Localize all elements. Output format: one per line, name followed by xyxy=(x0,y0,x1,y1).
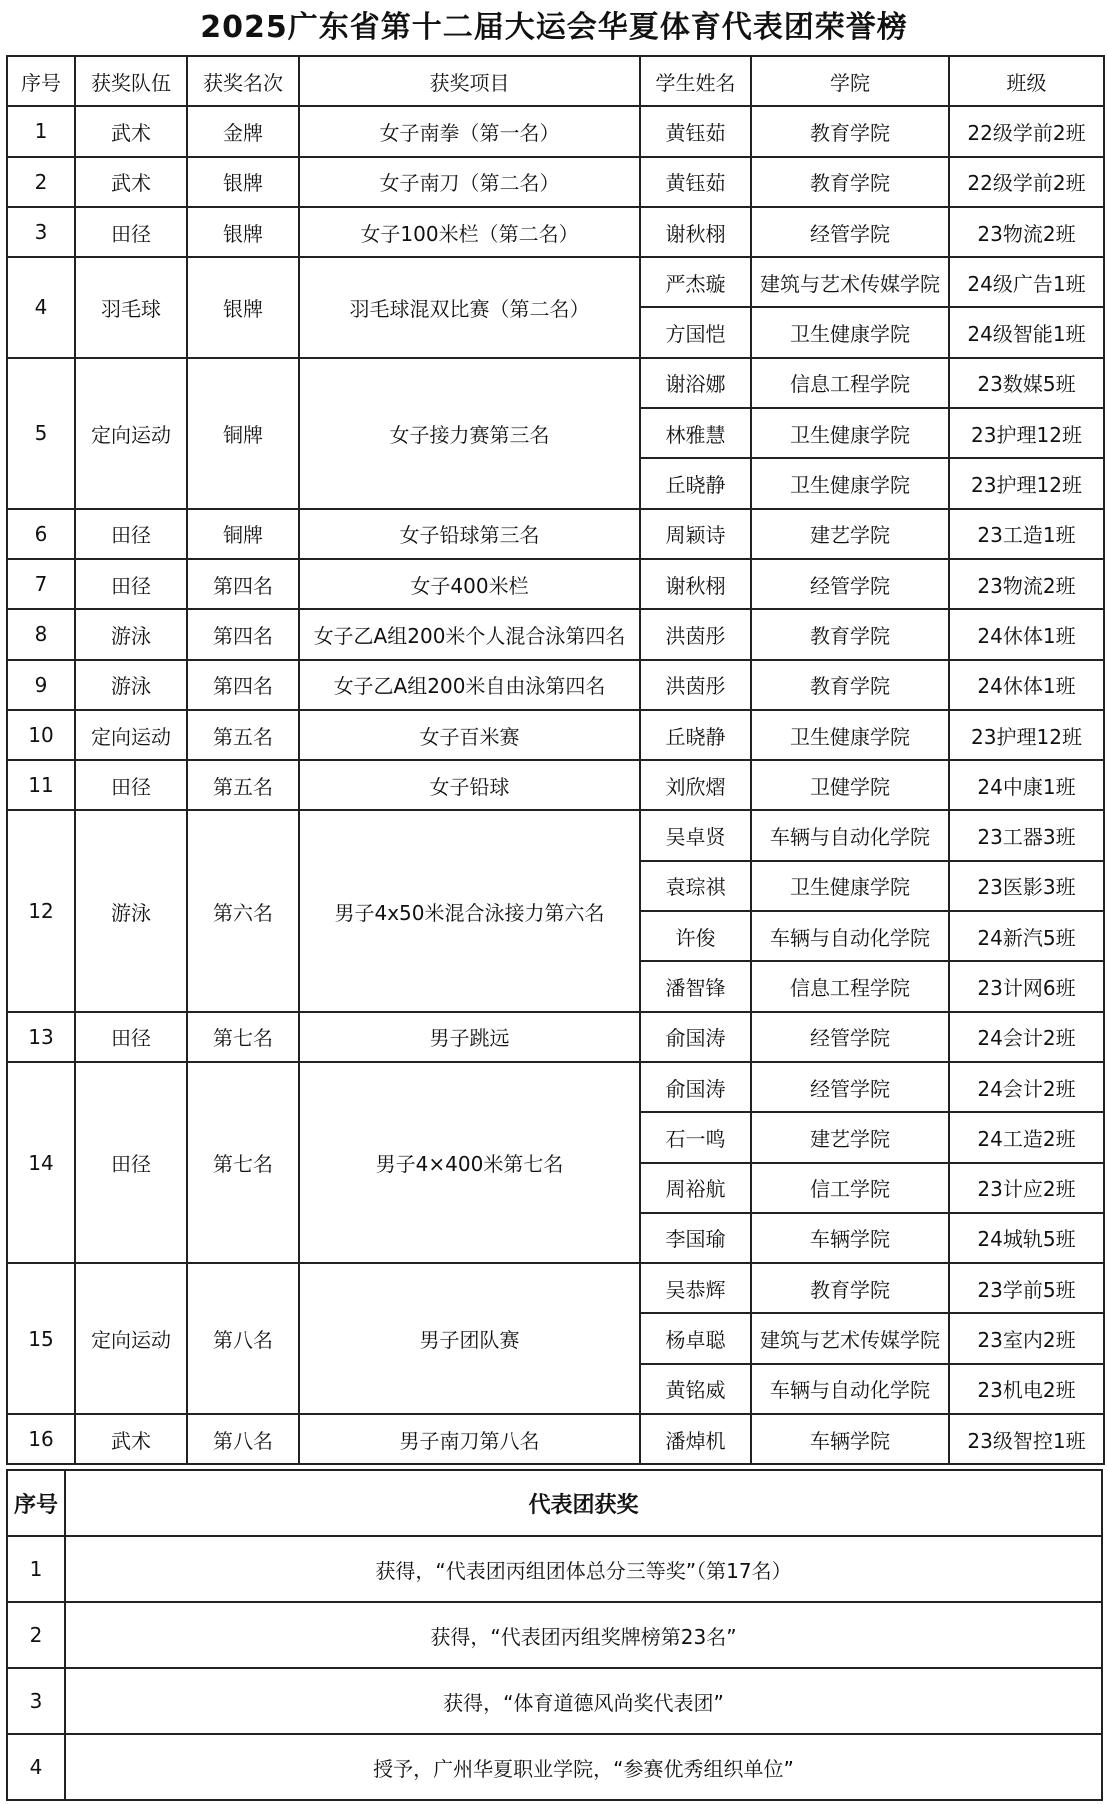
table-row xyxy=(7,207,1104,257)
cell-class: 23级智控1班 xyxy=(949,1414,1104,1464)
cell-class: 23工器3班 xyxy=(949,810,1104,860)
table-row xyxy=(7,157,1104,207)
cell-college: 教育学院 xyxy=(751,660,949,710)
cell-no: 4 xyxy=(7,257,75,358)
cell-no: 9 xyxy=(7,660,75,710)
cell-college: 信息工程学院 xyxy=(751,961,949,1011)
cell-college: 卫生健康学院 xyxy=(751,458,949,508)
cell-team-award: 授予，广州华夏职业学院，“参赛优秀组织单位” xyxy=(65,1734,1102,1800)
cell-class: 24新汽5班 xyxy=(949,911,1104,961)
cell-event: 女子乙A组200米个人混合泳第四名 xyxy=(299,609,640,659)
cell-team-award: 获得，“代表团丙组团体总分三等奖”（第17名） xyxy=(65,1536,1102,1602)
cell-student-name: 许俊 xyxy=(640,911,751,961)
table-row xyxy=(7,106,1104,156)
cell-team: 田径 xyxy=(75,207,187,257)
cell-event: 女子接力赛第三名 xyxy=(299,358,640,509)
cell-team: 羽毛球 xyxy=(75,257,187,358)
cell-class: 23护理12班 xyxy=(949,710,1104,760)
cell-student-name: 袁琮祺 xyxy=(640,861,751,911)
cell-no: 14 xyxy=(7,1062,75,1263)
cell-class: 24休体1班 xyxy=(949,660,1104,710)
table-row xyxy=(7,1734,1102,1800)
cell-team: 田径 xyxy=(75,1012,187,1062)
cell-class: 24休体1班 xyxy=(949,609,1104,659)
table-row xyxy=(7,810,1104,860)
cell-no: 1 xyxy=(7,1536,65,1602)
cell-team-award: 获得，“体育道德风尚奖代表团” xyxy=(65,1668,1102,1734)
cell-class: 23工造1班 xyxy=(949,509,1104,559)
cell-college: 信工学院 xyxy=(751,1163,949,1213)
cell-event: 女子百米赛 xyxy=(299,710,640,760)
cell-class: 23机电2班 xyxy=(949,1364,1104,1414)
cell-student-name: 谢秋栩 xyxy=(640,207,751,257)
cell-student-name: 吴恭辉 xyxy=(640,1263,751,1313)
cell-event: 男子4x50米混合泳接力第六名 xyxy=(299,810,640,1011)
cell-no: 16 xyxy=(7,1414,75,1464)
cell-college: 建艺学院 xyxy=(751,1112,949,1162)
header-no: 序号 xyxy=(7,56,75,106)
table-row xyxy=(7,1012,1104,1062)
cell-no: 3 xyxy=(7,207,75,257)
cell-student-name: 丘晓静 xyxy=(640,458,751,508)
team-awards-table xyxy=(6,1469,1103,1801)
cell-event: 男子4×400米第七名 xyxy=(299,1062,640,1263)
cell-college: 建筑与艺术传媒学院 xyxy=(751,257,949,307)
table-row xyxy=(7,1062,1104,1112)
cell-no: 5 xyxy=(7,358,75,509)
cell-student-name: 黄钰茹 xyxy=(640,106,751,156)
cell-class: 24会计2班 xyxy=(949,1012,1104,1062)
cell-place: 第五名 xyxy=(187,760,299,810)
cell-place: 第四名 xyxy=(187,559,299,609)
cell-student-name: 李国瑜 xyxy=(640,1213,751,1263)
header-college: 学院 xyxy=(751,56,949,106)
cell-place: 铜牌 xyxy=(187,509,299,559)
header-class: 班级 xyxy=(949,56,1104,106)
cell-college: 建艺学院 xyxy=(751,509,949,559)
cell-place: 银牌 xyxy=(187,207,299,257)
cell-place: 金牌 xyxy=(187,106,299,156)
cell-place: 银牌 xyxy=(187,257,299,358)
cell-student-name: 洪茵彤 xyxy=(640,609,751,659)
cell-event: 女子南拳（第一名） xyxy=(299,106,640,156)
cell-college: 经管学院 xyxy=(751,1012,949,1062)
cell-student-name: 方国恺 xyxy=(640,307,751,357)
table-row xyxy=(7,609,1104,659)
cell-no: 10 xyxy=(7,710,75,760)
cell-college: 教育学院 xyxy=(751,1263,949,1313)
cell-college: 信息工程学院 xyxy=(751,358,949,408)
cell-student-name: 潘焯机 xyxy=(640,1414,751,1464)
cell-college: 教育学院 xyxy=(751,157,949,207)
cell-student-name: 俞国涛 xyxy=(640,1062,751,1112)
honor-table xyxy=(6,55,1105,1465)
cell-no: 3 xyxy=(7,1668,65,1734)
cell-event: 羽毛球混双比赛（第二名） xyxy=(299,257,640,358)
cell-student-name: 潘智锋 xyxy=(640,961,751,1011)
table-row xyxy=(7,358,1104,408)
cell-class: 24会计2班 xyxy=(949,1062,1104,1112)
cell-student-name: 刘欣熠 xyxy=(640,760,751,810)
cell-college: 经管学院 xyxy=(751,207,949,257)
cell-team-award: 获得，“代表团丙组奖牌榜第23名” xyxy=(65,1602,1102,1668)
header-no: 序号 xyxy=(7,1470,65,1536)
cell-class: 23数媒5班 xyxy=(949,358,1104,408)
cell-college: 车辆学院 xyxy=(751,1213,949,1263)
cell-class: 23计应2班 xyxy=(949,1163,1104,1213)
table-row xyxy=(7,257,1104,307)
cell-class: 23学前5班 xyxy=(949,1263,1104,1313)
cell-class: 23计网6班 xyxy=(949,961,1104,1011)
table-row xyxy=(7,1536,1102,1602)
cell-place: 第八名 xyxy=(187,1263,299,1414)
cell-student-name: 洪茵彤 xyxy=(640,660,751,710)
header-event: 获奖项目 xyxy=(299,56,640,106)
cell-event: 女子400米栏 xyxy=(299,559,640,609)
table-header-row xyxy=(7,56,1104,106)
cell-event: 男子南刀第八名 xyxy=(299,1414,640,1464)
cell-no: 2 xyxy=(7,157,75,207)
cell-college: 教育学院 xyxy=(751,609,949,659)
cell-no: 1 xyxy=(7,106,75,156)
cell-student-name: 杨卓聪 xyxy=(640,1313,751,1363)
cell-college: 经管学院 xyxy=(751,559,949,609)
cell-event: 男子团队赛 xyxy=(299,1263,640,1414)
cell-student-name: 吴卓贤 xyxy=(640,810,751,860)
table-row xyxy=(7,1414,1104,1464)
cell-no: 7 xyxy=(7,559,75,609)
table-row xyxy=(7,710,1104,760)
cell-place: 银牌 xyxy=(187,157,299,207)
cell-no: 8 xyxy=(7,609,75,659)
cell-student-name: 丘晓静 xyxy=(640,710,751,760)
cell-student-name: 黄钰茹 xyxy=(640,157,751,207)
cell-student-name: 石一鸣 xyxy=(640,1112,751,1162)
cell-student-name: 周颖诗 xyxy=(640,509,751,559)
cell-class: 24工造2班 xyxy=(949,1112,1104,1162)
cell-no: 4 xyxy=(7,1734,65,1800)
cell-college: 经管学院 xyxy=(751,1062,949,1112)
cell-class: 23护理12班 xyxy=(949,458,1104,508)
header-team-award: 代表团获奖 xyxy=(65,1470,1102,1536)
cell-place: 第七名 xyxy=(187,1012,299,1062)
cell-college: 车辆与自动化学院 xyxy=(751,911,949,961)
cell-student-name: 谢秋栩 xyxy=(640,559,751,609)
table-row xyxy=(7,509,1104,559)
cell-no: 15 xyxy=(7,1263,75,1414)
cell-class: 24城轨5班 xyxy=(949,1213,1104,1263)
cell-student-name: 严杰璇 xyxy=(640,257,751,307)
cell-class: 23护理12班 xyxy=(949,408,1104,458)
cell-no: 2 xyxy=(7,1602,65,1668)
table-row xyxy=(7,760,1104,810)
cell-place: 第六名 xyxy=(187,810,299,1011)
table-row xyxy=(7,559,1104,609)
cell-no: 13 xyxy=(7,1012,75,1062)
cell-no: 6 xyxy=(7,509,75,559)
cell-college: 卫健学院 xyxy=(751,760,949,810)
cell-class: 23物流2班 xyxy=(949,559,1104,609)
cell-college: 车辆与自动化学院 xyxy=(751,1364,949,1414)
cell-college: 卫生健康学院 xyxy=(751,861,949,911)
cell-college: 车辆与自动化学院 xyxy=(751,810,949,860)
cell-team: 田径 xyxy=(75,559,187,609)
cell-student-name: 俞国涛 xyxy=(640,1012,751,1062)
cell-student-name: 黄铭威 xyxy=(640,1364,751,1414)
cell-college: 卫生健康学院 xyxy=(751,710,949,760)
cell-event: 女子100米栏（第二名） xyxy=(299,207,640,257)
cell-team: 田径 xyxy=(75,1062,187,1263)
cell-team: 游泳 xyxy=(75,810,187,1011)
cell-student-name: 周裕航 xyxy=(640,1163,751,1213)
cell-class: 22级学前2班 xyxy=(949,106,1104,156)
header-student: 学生姓名 xyxy=(640,56,751,106)
cell-student-name: 林雅慧 xyxy=(640,408,751,458)
table-row xyxy=(7,1668,1102,1734)
header-team: 获奖队伍 xyxy=(75,56,187,106)
cell-college: 卫生健康学院 xyxy=(751,307,949,357)
cell-college: 车辆学院 xyxy=(751,1414,949,1464)
cell-class: 24级广告1班 xyxy=(949,257,1104,307)
page-title: 2025广东省第十二届大运会华夏体育代表团荣誉榜 xyxy=(200,10,908,45)
cell-class: 23医影3班 xyxy=(949,861,1104,911)
cell-place: 第八名 xyxy=(187,1414,299,1464)
cell-class: 23物流2班 xyxy=(949,207,1104,257)
cell-team: 定向运动 xyxy=(75,1263,187,1414)
cell-class: 24中康1班 xyxy=(949,760,1104,810)
cell-place: 第七名 xyxy=(187,1062,299,1263)
cell-place: 铜牌 xyxy=(187,358,299,509)
cell-college: 建筑与艺术传媒学院 xyxy=(751,1313,949,1363)
cell-place: 第四名 xyxy=(187,609,299,659)
cell-event: 女子南刀（第二名） xyxy=(299,157,640,207)
cell-team: 田径 xyxy=(75,760,187,810)
cell-place: 第五名 xyxy=(187,710,299,760)
table-row xyxy=(7,1602,1102,1668)
cell-place: 第四名 xyxy=(187,660,299,710)
cell-event: 男子跳远 xyxy=(299,1012,640,1062)
cell-team: 定向运动 xyxy=(75,710,187,760)
cell-event: 女子铅球第三名 xyxy=(299,509,640,559)
cell-team: 游泳 xyxy=(75,660,187,710)
cell-no: 12 xyxy=(7,810,75,1011)
cell-no: 11 xyxy=(7,760,75,810)
cell-student-name: 谢浴娜 xyxy=(640,358,751,408)
cell-team: 武术 xyxy=(75,157,187,207)
header-place: 获奖名次 xyxy=(187,56,299,106)
table-row xyxy=(7,660,1104,710)
cell-team: 田径 xyxy=(75,509,187,559)
table-header-row xyxy=(7,1470,1102,1536)
cell-class: 24级智能1班 xyxy=(949,307,1104,357)
cell-team: 游泳 xyxy=(75,609,187,659)
cell-team: 武术 xyxy=(75,1414,187,1464)
cell-event: 女子乙A组200米自由泳第四名 xyxy=(299,660,640,710)
cell-class: 22级学前2班 xyxy=(949,157,1104,207)
cell-class: 23室内2班 xyxy=(949,1313,1104,1363)
cell-team: 定向运动 xyxy=(75,358,187,509)
table-row xyxy=(7,1263,1104,1313)
cell-college: 教育学院 xyxy=(751,106,949,156)
cell-team: 武术 xyxy=(75,106,187,156)
cell-event: 女子铅球 xyxy=(299,760,640,810)
cell-college: 卫生健康学院 xyxy=(751,408,949,458)
